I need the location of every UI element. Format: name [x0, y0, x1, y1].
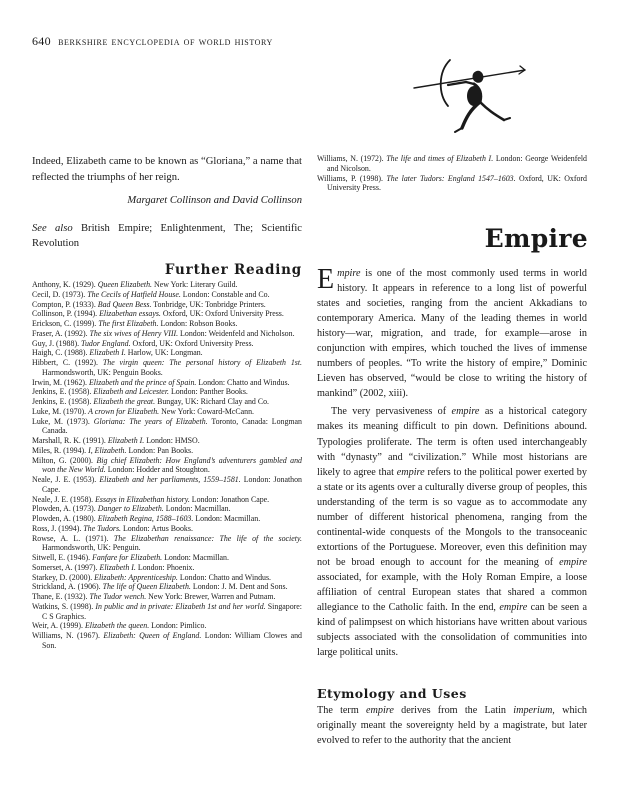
reference-entry: Starkey, D. (2000). Elizabeth: Apprenticeship. London: Chatto and Windus.: [32, 572, 272, 582]
reference-entry: Luke, M. (1973). Gloriana: The years of Elizabeth. Toronto, Canada: Longman Canada.: [32, 416, 302, 436]
see-also-label: See also: [32, 223, 73, 234]
article-authors: Margaret Collinson and David Collinson: [127, 195, 302, 206]
reference-entry: Fraser, A. (1992). The six wives of Henry VIII. London: Weidenfeld and Nicholson.: [32, 328, 295, 338]
see-also: [32, 221, 302, 251]
reference-entry: Rowse, A. L. (1971). The Elizabethan renaissance: The life of the society. Harmondsworth, UK: Penguin.: [32, 533, 302, 553]
previous-article-end: [32, 154, 302, 251]
reference-entry: Milton, G. (2000). Big chief Elizabeth: How England’s adventurers gambled and won the New World. London: Hodder and Stoughton.: [32, 455, 302, 475]
article-body: [317, 266, 587, 660]
closing-paragraph: Indeed, Elizabeth came to be known as “Gloriana,” a name that reflected the triumphs of her reign.: [32, 156, 302, 183]
reference-entry: Luke, M. (1970). A crown for Elizabeth. New York: Coward-McCann.: [32, 406, 255, 416]
reference-entry: Cecil, D. (1973). The Cecils of Hatfield House. London: Constable and Co.: [32, 289, 270, 299]
reference-entry: Neale, J. E. (1953). Elizabeth and her parliaments, 1559–1581. London: Jonathon Cape.: [32, 475, 302, 494]
reference-entry: Plowden, A. (1980). Elizabeth Regina, 1588–1603. London: Macmillan.: [32, 514, 261, 523]
reference-entry: Guy, J. (1988). Tudor England. Oxford, UK: Oxford University Press.: [32, 338, 254, 348]
article-paragraph-1: Empire is one of the most commonly used terms in world history. It appears in reference to a long list of powerful states and societies, ranging from the ancient Akkadians to contemporary America. Many of the leading themes in world history—war, migration, and trade, for example—arose in conjunction with empires, which touched the lives of immense numbers of peoples. “To write the history of empire,” Dominic Lieven has observed, “would be close to writing the history of mankind” (2002, xiii).: [317, 264, 587, 400]
article-paragraph-3: The term empire derives from the Latin imperium, which originally meant the sovereignty held by a magistrate, but later evolved to refer to the authority that the ancient: [317, 705, 587, 747]
reference-entry: Marshall, R. K. (1991). Elizabeth I. London: HMSO.: [32, 436, 200, 445]
running-title: berkshire encyclopedia of world history: [58, 34, 273, 48]
see-also-links[interactable]: British Empire; Enlightenment, The; Scientific Revolution: [32, 223, 302, 249]
reference-list-continued: [317, 154, 587, 193]
reference-entry: Neale, J. E. (1958). Essays in Elizabethan history. London: Jonathon Cape.: [32, 494, 270, 504]
reference-entry: Haigh, C. (1988). Elizabeth I. Harlow, UK: Longman.: [32, 348, 203, 358]
reference-entry: Jenkins, E. (1958). Elizabeth and Leicester. London: Panther Books.: [32, 387, 248, 397]
reference-entry: Collinson, P. (1994). Elizabethan essays. Oxford, UK: Oxford University Press.: [32, 309, 284, 319]
reference-entry: Williams, N. (1967). Elizabeth: Queen of England. London: William Clowes and Son.: [32, 631, 303, 650]
reference-entry: Weir, A. (1999). Elizabeth the queen. London: Pimlico.: [32, 621, 207, 631]
reference-entry: Miles, R. (1994). I, Elizabeth. London: Pan Books.: [32, 445, 194, 455]
reference-entry: Watkins, S. (1998). In public and in private: Elizabeth 1st and her world. Singapore: C S Graphics.: [32, 601, 302, 621]
reference-list: [32, 280, 302, 651]
article-paragraph-2: The very pervasiveness of empire as a historical category makes its meaning difficult to pin down. Definitions abound. Typologies proliferate. The term is often used interchangeably with “dynasty” and “civilization.” While most historians are likely to agree that empire refers to the political power exerted by a state or its agents over a culturally diverse group of peoples, this understanding of the term is so vague as to accommodate any number of different historical phenomena, ranging from the continental-wide conquests of the Mongols to the transoceanic extortions of the Portuguese. Moreover, even this definition may not be broad enough to account for the meaning of empire associated, for example, with the Holy Roman Empire, a loose affiliation of central European states that shared a common allegiance to the Catholic faith. In the end, empire can be seen a kind of palimpsest on which historians have written about various subjects associated with the consolidation of communities into large political units.: [317, 406, 587, 659]
reference-entry: Irwin, M. (1962). Elizabeth and the prince of Spain. London: Chatto and Windus.: [32, 377, 290, 387]
reference-entry: Plowden, A. (1973). Danger to Elizabeth. London: Macmillan.: [32, 504, 231, 514]
reference-entry: Somerset, A. (1997). Elizabeth I. London: Phoenix.: [32, 562, 195, 572]
reference-entry: Erickson, C. (1999). The first Elizabeth. London: Robson Books.: [32, 319, 238, 328]
running-header: [32, 34, 273, 49]
reference-entry: Thane, E. (1932). The Tudor wench. New York: Brewer, Warren and Putnam.: [32, 592, 276, 601]
section-heading: Etymology and Uses: [317, 686, 467, 701]
article-title: Empire: [484, 224, 588, 253]
drop-cap: E: [317, 264, 335, 295]
reference-entry: Williams, N. (1972). The life and times of Elizabeth I. London: George Weidenfeld and Nicolson.: [317, 154, 587, 173]
reference-entry: Compton, P. (1933). Bad Queen Bess. Tonbridge, UK: Tonbridge Printers.: [32, 299, 266, 309]
article-body-continued: [317, 703, 587, 748]
reference-entry: Hibbert, C. (1992). The virgin queen: The personal history of Elizabeth 1st. Harmondsworth, UK: Penguin Books.: [32, 358, 303, 377]
page-number: 640: [32, 34, 51, 48]
reference-entry: Anthony, K. (1929). Queen Elizabeth. New York: Literary Guild.: [32, 280, 238, 289]
reference-entry: Ross, J. (1994). The Tudors. London: Artus Books.: [32, 523, 193, 533]
archer-figure-icon: [408, 52, 526, 140]
reference-entry: Williams, P. (1998). The later Tudors: England 1547–1603. Oxford, UK: Oxford University Press.: [317, 173, 587, 193]
further-reading-heading: Further Reading: [164, 262, 302, 278]
reference-entry: Sitwell, E. (1946). Fanfare for Elizabeth. London: Macmillan.: [32, 553, 229, 562]
reference-entry: Strickland, A. (1906). The life of Queen Elizabeth. London: J. M. Dent and Sons.: [32, 582, 288, 592]
reference-entry: Jenkins, E. (1958). Elizabeth the great. Bungay, UK: Richard Clay and Co.: [32, 397, 269, 406]
